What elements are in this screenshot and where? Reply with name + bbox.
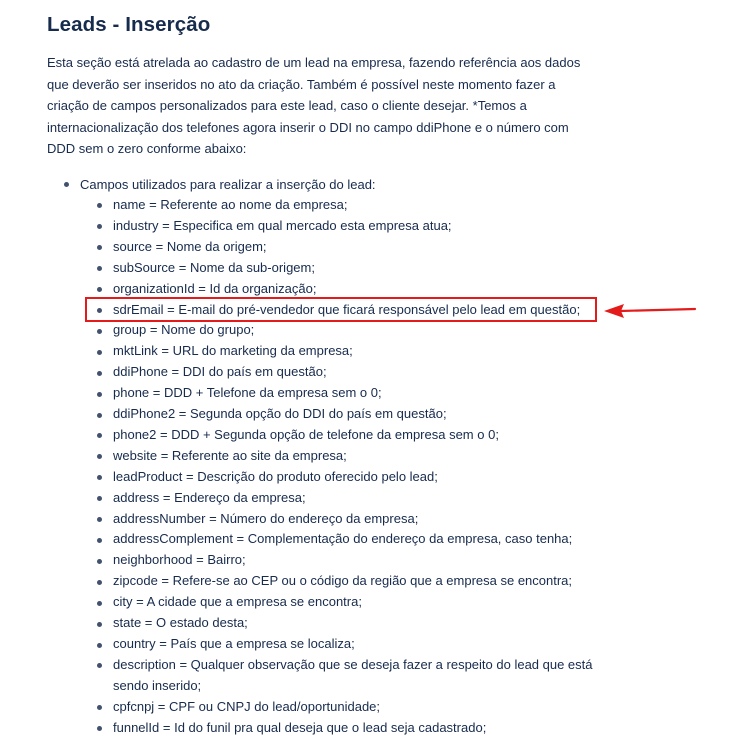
field-item-phone: phone = DDD + Telefone da empresa sem o 0; <box>80 383 593 404</box>
field-item-description: description = Qualquer observação que se deseja fazer a respeito do lead que está sendo inserido; <box>80 655 593 697</box>
document-content <box>47 0 737 739</box>
field-item-ddiphone: ddiPhone = DDI do país em questão; <box>80 362 593 383</box>
field-item-neighborhood: neighborhood = Bairro; <box>80 550 593 571</box>
field-item-addressnumber: addressNumber = Número do endereço da empresa; <box>80 509 593 530</box>
arrow-left-icon <box>600 300 700 322</box>
field-item-mktlink: mktLink = URL do marketing da empresa; <box>80 341 593 362</box>
field-item-sdremail: sdrEmail = E-mail do pré-vendedor que ficará responsável pelo lead em questão; <box>80 300 593 321</box>
field-item-phone2: phone2 = DDD + Segunda opção de telefone da empresa sem o 0; <box>80 425 593 446</box>
field-sublist <box>80 195 737 739</box>
field-item-addresscomplement: addressComplement = Complementação do endereço da empresa, caso tenha; <box>80 529 593 550</box>
field-item-organizationid: organizationId = Id da organização; <box>80 279 593 300</box>
field-item-cpfcnpj: cpfcnpj = CPF ou CNPJ do lead/oportunidade; <box>80 697 593 718</box>
field-item-address: address = Endereço da empresa; <box>80 488 593 509</box>
field-item-state: state = O estado desta; <box>80 613 593 634</box>
field-item-zipcode: zipcode = Refere-se ao CEP ou o código da região que a empresa se encontra; <box>80 571 593 592</box>
fields-list <box>47 174 737 739</box>
field-item-funnelid: funnelId = Id do funil pra qual deseja que o lead seja cadastrado; <box>80 718 593 739</box>
field-item-country: country = País que a empresa se localiza; <box>80 634 593 655</box>
intro-paragraph: Esta seção está atrelada ao cadastro de um lead na empresa, fazendo referência aos dados que deverão ser inseridos no ato da criação. Também é possível neste momento fazer a criação de campos personalizados para este lead, caso o cliente desejar. *Temos a internacionalização dos telefones agora inserir o DDI no campo ddiPhone e o número com DDD sem o zero conforme abaixo: <box>47 55 581 157</box>
field-item-city: city = A cidade que a empresa se encontra; <box>80 592 593 613</box>
field-item-subsource: subSource = Nome da sub-origem; <box>80 258 593 279</box>
field-item-ddiphone2: ddiPhone2 = Segunda opção do DDI do país em questão; <box>80 404 593 425</box>
field-item-industry: industry = Especifica em qual mercado esta empresa atua; <box>80 216 593 237</box>
field-item-website: website = Referente ao site da empresa; <box>80 446 593 467</box>
list-item <box>47 174 737 739</box>
field-item-leadproduct: leadProduct = Descrição do produto oferecido pelo lead; <box>80 467 593 488</box>
field-item-group: group = Nome do grupo; <box>80 320 593 341</box>
list-heading: Campos utilizados para realizar a inserção do lead: <box>80 176 376 192</box>
field-item-name: name = Referente ao nome da empresa; <box>80 195 593 216</box>
page-title: Leads - Inserção <box>47 13 211 36</box>
field-item-source: source = Nome da origem; <box>80 237 593 258</box>
